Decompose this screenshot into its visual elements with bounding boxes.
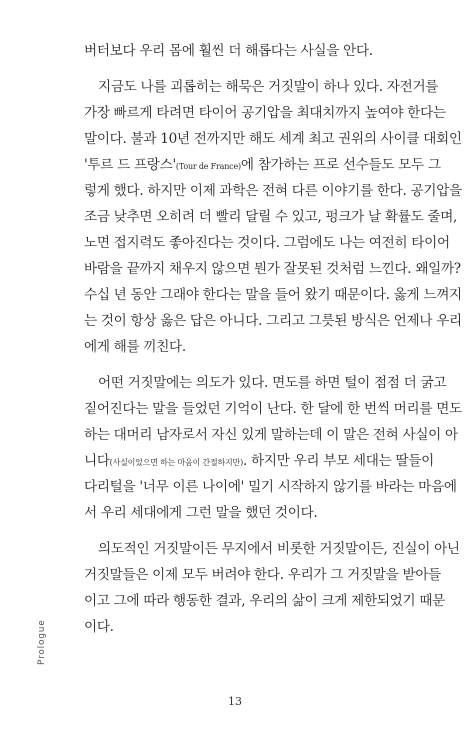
text-line: 어떤 거짓말에는 의도가 있다. 면도를 하면 털이 점점 더 굵고 — [98, 375, 447, 391]
text-line: 서 우리 세대에게 그런 말을 했던 것이다. — [84, 505, 318, 521]
paragraph-2 — [84, 74, 462, 360]
text-line: 지금도 나를 괴롭히는 해묵은 거짓말이 하나 있다. 자전거를 — [98, 79, 439, 95]
section-label-text: Prologue — [37, 619, 47, 665]
text-segment: . 하지만 우리 부모 세대는 딸들이 — [243, 453, 434, 469]
paragraph-1 — [84, 38, 427, 64]
paragraph-gap — [84, 526, 427, 536]
text-line: 가장 빠르게 타려면 타이어 공기압을 최대치까지 높여야 한다는 — [84, 105, 446, 121]
annotation-text: (Tour de France) — [175, 162, 241, 171]
text-line: 다리털을 '너무 이른 나이에' 밀기 시작하지 않기를 바라는 마음에 — [84, 479, 457, 495]
text-line: 는 것이 항상 옳은 답은 아니다. 그리고 그릇된 방식은 언제나 우리 — [84, 313, 462, 329]
text-segment: '투르 드 프랑스' — [84, 157, 176, 173]
text-line — [84, 448, 434, 474]
annotation-text: (사실이었으면 하는 마음이 간절하지만) — [109, 458, 243, 467]
text-line: 버터보다 우리 몸에 훨씬 더 해롭다는 사실을 안다. — [84, 43, 373, 59]
text-segment: 에 참가하는 프로 선수들도 모두 그 — [240, 157, 441, 173]
paragraph-4 — [84, 536, 460, 640]
text-line: 수십 년 동안 그래야 한다는 말을 들어 왔기 때문이다. 옳게 느껴지 — [84, 287, 462, 303]
text-line: 말이다. 불과 10년 전까지만 해도 세계 최고 권위의 사이클 대회인 — [84, 131, 462, 147]
body-text — [84, 38, 462, 640]
text-line: 조금 낮추면 오히려 더 빨리 달릴 수 있고, 펑크가 날 확률도 줄며, — [84, 209, 458, 225]
paragraph-gap — [84, 360, 427, 370]
text-line: 바람을 끝까지 채우지 않으면 뭔가 잘못된 것처럼 느낀다. 왜일까? — [84, 261, 461, 277]
text-line: 에게 해를 끼친다. — [84, 339, 186, 355]
text-line: 이고 그에 따라 행동한 결과, 우리의 삶이 크게 제한되었기 때문 — [84, 593, 445, 609]
text-line: 렇게 했다. 하지만 이제 과학은 전혀 다른 이야기를 한다. 공기압을 — [84, 183, 462, 199]
text-line: 짙어진다는 말을 들었던 기억이 난다. 한 달에 한 번씩 머리를 면도 — [84, 401, 462, 417]
text-line: 거짓말들은 이제 모두 버려야 한다. 우리가 그 거짓말을 받아들 — [84, 567, 441, 583]
text-line: 의도적인 거짓말이든 무지에서 비롯한 거짓말이든, 진실이 아닌 — [98, 541, 460, 557]
paragraph-gap — [84, 64, 427, 74]
text-line: 이다. — [84, 619, 114, 635]
text-line — [84, 152, 441, 178]
text-line: 하는 대머리 남자로서 자신 있게 말하는데 이 말은 전혀 사실이 아 — [84, 427, 458, 443]
paragraph-3 — [84, 370, 462, 526]
section-side-label — [37, 605, 49, 665]
text-segment: 니다 — [84, 453, 110, 469]
text-line: 노면 접지력도 좋아진다는 것이다. 그럼에도 나는 여전히 타이어 — [84, 235, 450, 251]
page-number: 13 — [228, 695, 242, 708]
